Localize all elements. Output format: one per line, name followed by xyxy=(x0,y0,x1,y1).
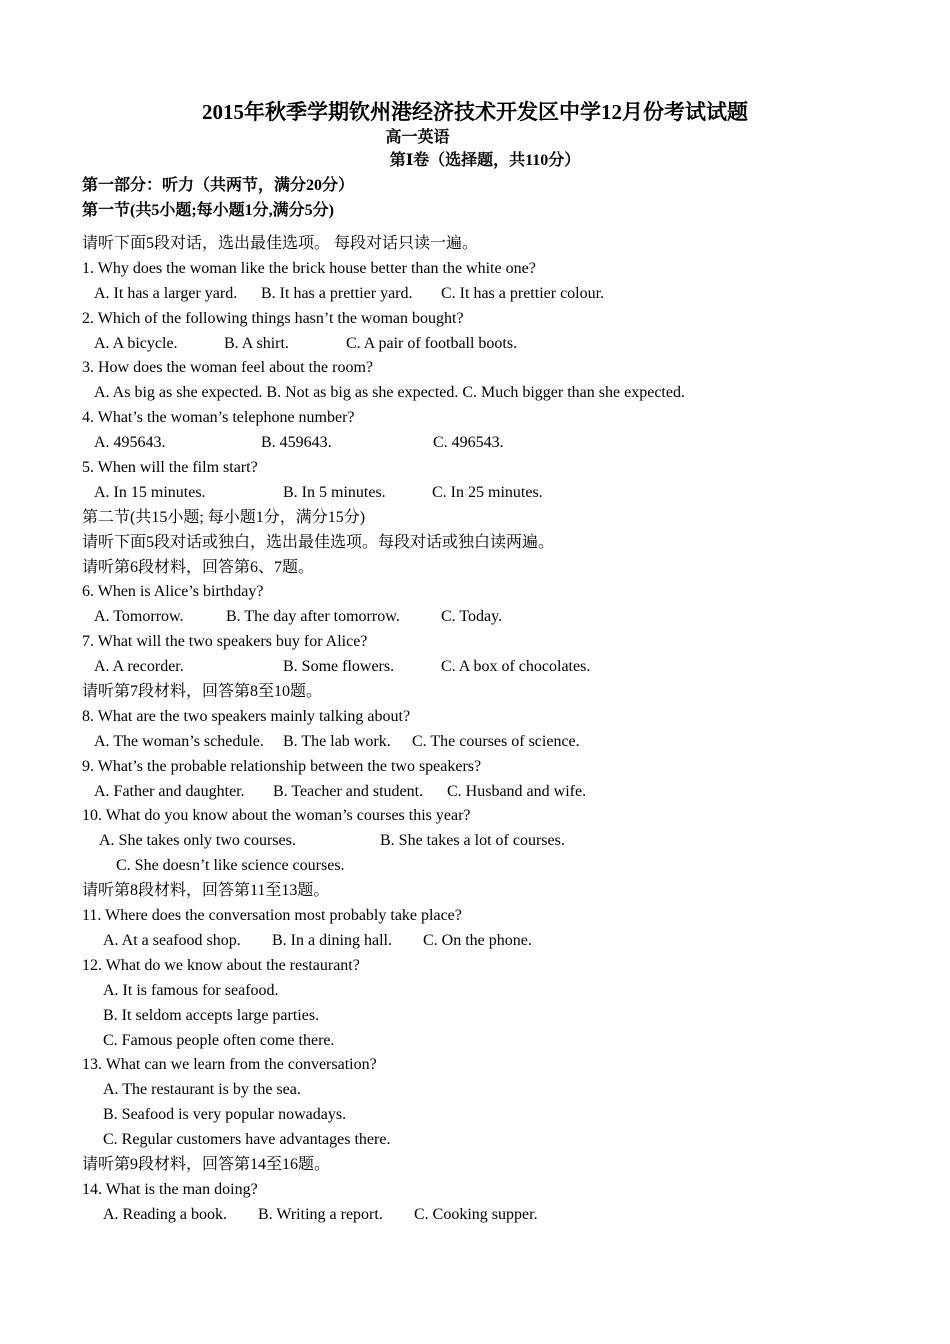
answer-option: A. Father and daughter. xyxy=(94,782,245,800)
line-text: 8. What are the two speakers mainly talking about? xyxy=(82,707,411,725)
answer-option: C. On the phone. xyxy=(423,931,532,949)
answer-option: C. In 25 minutes. xyxy=(432,483,543,501)
options-row xyxy=(0,1078,950,1103)
line-text: 6. When is Alice’s birthday? xyxy=(82,583,264,601)
options-row xyxy=(0,282,950,307)
line-text: 3. How does the woman feel about the room? xyxy=(82,359,374,377)
answer-option: A. It has a larger yard. xyxy=(94,284,238,302)
answer-option: C. 496543. xyxy=(433,434,504,452)
question-text xyxy=(0,257,950,282)
line-text: 12. What do we know about the restaurant? xyxy=(82,956,360,974)
answer-option: C. A box of chocolates. xyxy=(441,658,591,676)
question-text xyxy=(0,954,950,979)
line-text: 9. What’s the probable relationship between the two speakers? xyxy=(82,757,482,775)
answer-option: A. Reading a book. xyxy=(103,1205,227,1223)
line-text: 5. When will the film start? xyxy=(82,459,258,477)
line-text: 请听下面5段对话或独白，选出最佳选项。每段对话或独白读两遍。 xyxy=(82,533,555,551)
answer-option: C. Famous people often come there. xyxy=(103,1031,335,1049)
line-text: 7. What will the two speakers buy for Alice? xyxy=(82,633,368,651)
answer-option: A. 495643. xyxy=(94,434,166,452)
answer-option: A. The woman’s schedule. xyxy=(94,732,264,750)
answer-option: B. Some flowers. xyxy=(283,658,395,676)
answer-option: A. A bicycle. xyxy=(94,334,178,352)
question-text xyxy=(0,580,950,605)
answer-option: C. The courses of science. xyxy=(412,732,580,750)
section-one-heading: 第一节(共5小题;每小题1分,满分5分) xyxy=(82,202,334,219)
question-text xyxy=(0,356,950,381)
answer-option: C. It has a prettier colour. xyxy=(441,284,605,302)
answer-option: C. She doesn’t like science courses. xyxy=(116,857,345,875)
instruction-text xyxy=(0,1153,950,1178)
line-text: 1. Why does the woman like the brick house better than the white one? xyxy=(82,259,536,277)
line-text: 第二节(共15小题; 每小题1分，满分15分) xyxy=(82,508,366,526)
part-one-heading: 第一部分：听力（共两节，满分20分） xyxy=(82,177,355,194)
answer-option: B. She takes a lot of courses. xyxy=(380,832,565,850)
instruction-text xyxy=(0,506,950,531)
options-row xyxy=(0,1029,950,1054)
answer-option: A. The restaurant is by the sea. xyxy=(103,1081,301,1099)
options-row xyxy=(0,829,950,854)
line-text: 请听第8段材料，回答第11至13题。 xyxy=(82,882,330,900)
volume-heading: 第Ⅰ卷（选择题，共110分） xyxy=(389,152,581,169)
question-text xyxy=(0,1178,950,1203)
instruction-text xyxy=(0,232,950,257)
options-row xyxy=(0,1103,950,1128)
question-text xyxy=(0,456,950,481)
exam-title: 2015年秋季学期钦州港经济技术开发区中学12月份考试试题 xyxy=(202,100,748,124)
answer-option: B. In a dining hall. xyxy=(272,931,392,949)
options-row xyxy=(0,481,950,506)
answer-option: A. As big as she expected. B. Not as big as she expected. C. Much bigger than she expected. xyxy=(94,384,685,402)
question-text xyxy=(0,630,950,655)
options-row xyxy=(0,1203,950,1228)
options-row xyxy=(0,854,950,879)
answer-option: A. Tomorrow. xyxy=(94,608,184,626)
exam-subject: 高一英语 xyxy=(385,129,450,146)
options-row xyxy=(0,1004,950,1029)
answer-option: B. Seafood is very popular nowadays. xyxy=(103,1106,347,1124)
answer-option: B. Writing a report. xyxy=(258,1205,383,1223)
question-text xyxy=(0,904,950,929)
answer-option: C. Cooking supper. xyxy=(414,1205,538,1223)
line-text: 14. What is the man doing? xyxy=(82,1180,258,1198)
instruction-text xyxy=(0,680,950,705)
instruction-text xyxy=(0,879,950,904)
question-text xyxy=(0,755,950,780)
answer-option: C. Regular customers have advantages there. xyxy=(103,1131,391,1149)
answer-option: C. Today. xyxy=(441,608,503,626)
question-text xyxy=(0,406,950,431)
options-row xyxy=(0,655,950,680)
options-row xyxy=(0,431,950,456)
answer-option: B. A shirt. xyxy=(224,334,289,352)
answer-option: C. A pair of football boots. xyxy=(346,334,518,352)
options-row xyxy=(0,780,950,805)
answer-option: A. A recorder. xyxy=(94,658,184,676)
options-row xyxy=(0,929,950,954)
question-text xyxy=(0,705,950,730)
options-row xyxy=(0,381,950,406)
question-text xyxy=(0,804,950,829)
options-row xyxy=(0,1128,950,1153)
line-text: 请听第6段材料，回答第6、7题。 xyxy=(82,558,315,576)
instruction-text xyxy=(0,556,950,581)
answer-option: C. Husband and wife. xyxy=(447,782,587,800)
answer-option: B. The day after tomorrow. xyxy=(226,608,400,626)
line-text: 10. What do you know about the woman’s courses this year? xyxy=(82,807,471,825)
instruction-text xyxy=(0,531,950,556)
question-text xyxy=(0,307,950,332)
options-row xyxy=(0,979,950,1004)
line-text: 请听第9段材料，回答第14至16题。 xyxy=(82,1155,331,1173)
answer-option: A. She takes only two courses. xyxy=(99,832,296,850)
line-text: 11. Where does the conversation most probably take place? xyxy=(82,907,462,925)
question-text xyxy=(0,1053,950,1078)
options-row xyxy=(0,730,950,755)
options-row xyxy=(0,605,950,630)
answer-option: B. It seldom accepts large parties. xyxy=(103,1006,320,1024)
options-row xyxy=(0,332,950,357)
question-list xyxy=(0,232,950,1228)
line-text: 请听下面5段对话，选出最佳选项。 每段对话只读一遍。 xyxy=(82,235,479,252)
answer-option: B. It has a prettier yard. xyxy=(261,284,413,302)
answer-option: A. In 15 minutes. xyxy=(94,483,206,501)
line-text: 2. Which of the following things hasn’t the woman bought? xyxy=(82,309,464,327)
answer-option: A. At a seafood shop. xyxy=(103,931,241,949)
line-text: 13. What can we learn from the conversation? xyxy=(82,1056,377,1074)
line-text: 4. What’s the woman’s telephone number? xyxy=(82,409,355,427)
answer-option: B. Teacher and student. xyxy=(273,782,424,800)
answer-option: B. 459643. xyxy=(261,434,332,452)
answer-option: B. The lab work. xyxy=(283,732,391,750)
line-text: 请听第7段材料，回答第8至10题。 xyxy=(82,683,323,701)
answer-option: A. It is famous for seafood. xyxy=(103,981,279,999)
answer-option: B. In 5 minutes. xyxy=(283,483,386,501)
